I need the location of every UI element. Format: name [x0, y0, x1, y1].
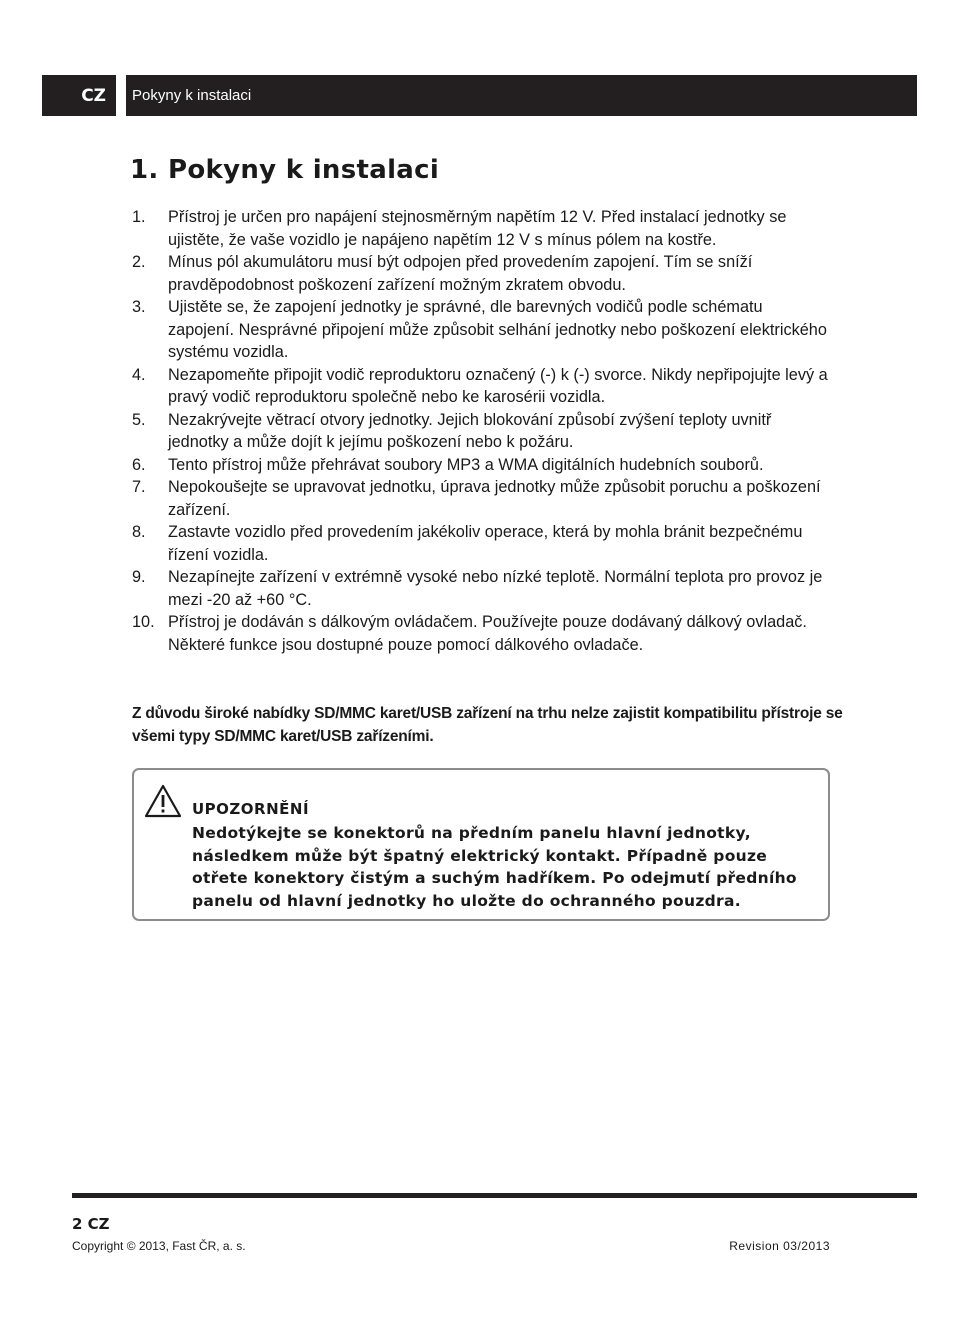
- list-item: [132, 454, 832, 477]
- installation-steps-list: [132, 206, 832, 656]
- step-number: 6.: [132, 455, 146, 474]
- list-item: [132, 611, 832, 656]
- list-item: [132, 409, 832, 454]
- step-text: Nezapomeňte připojit vodič reproduktoru označený (-) k (-) svorce. Nikdy nepřipojujte levý a pravý vodič reproduktoru společně nebo ke karosérii vozidla.: [168, 365, 828, 406]
- step-number: 2.: [132, 253, 146, 271]
- step-text: Zastavte vozidlo před provedením jakékoliv operace, která by mohla bránit bezpečnému řízení vozidla.: [168, 523, 803, 564]
- step-number: 8.: [132, 523, 146, 541]
- step-number: 3.: [132, 298, 146, 316]
- step-text: Přístroj je určen pro napájení stejnosměrným napětím 12 V. Před instalací jednotky se ujistěte, že vaše vozidlo je napájeno napětím 12 V s mínus pólem na kostře.: [168, 208, 787, 249]
- step-text: Mínus pól akumulátoru musí být odpojen před provedením zapojení. Tím se sníží pravděpodobnost poškození zařízení možným zkratem obvodu.: [168, 253, 753, 294]
- step-number: 1.: [132, 208, 146, 226]
- step-number: 10.: [132, 613, 155, 631]
- list-item: [132, 566, 832, 611]
- revision-text: Revision 03/2013: [729, 1239, 830, 1253]
- page-title-text: Pokyny k instalaci: [168, 155, 440, 185]
- step-text: Přístroj je dodáván s dálkovým ovládačem. Používejte pouze dodávaný dálkový ovladač. Některé funkce jsou dostupné pouze pomocí dálkového ovladače.: [168, 613, 807, 654]
- list-item: [132, 476, 832, 521]
- list-item: [132, 521, 832, 566]
- step-number: 5.: [132, 410, 146, 429]
- header-language-code: CZ: [42, 75, 116, 116]
- page-number: 2 CZ: [72, 1215, 110, 1233]
- step-number: 4.: [132, 365, 146, 384]
- warning-box: [132, 768, 830, 921]
- list-item: [132, 296, 832, 364]
- warning-title: UPOZORNĚNÍ: [192, 800, 310, 818]
- copyright-text: Copyright © 2013, Fast ČR, a. s.: [72, 1239, 246, 1253]
- header-section-title: Pokyny k instalaci: [126, 75, 917, 116]
- step-number: 9.: [132, 568, 146, 586]
- step-text: Nezapínejte zařízení v extrémně vysoké nebo nízké teplotě. Normální teplota pro provoz je mezi -20 až +60 °C.: [168, 568, 823, 609]
- step-number: 7.: [132, 478, 146, 496]
- step-text: Ujistěte se, že zapojení jednotky je správné, dle barevných vodičů podle schématu zapojení. Nesprávné připojení může způsobit selhání jednotky nebo poškození elektrického systému vozidla.: [168, 298, 827, 361]
- compatibility-notice: Z důvodu široké nabídky SD/MMC karet/USB zařízení na trhu nelze zajistit kompatibilitu přístroje se všemi typy SD/MMC karet/USB zařízeními.: [132, 705, 843, 745]
- warning-text: Nedotýkejte se konektorů na předním panelu hlavní jednotky, následkem může být špatný elektrický kontakt. Případně pouze otřete konektory čistým a suchým hadříkem. Po odejmutí předního panelu od hlavní jednotky ho uložte do ochranného pouzdra.: [192, 824, 797, 910]
- step-text: Tento přístroj může přehrávat soubory MP3 a WMA digitálních hudebních souborů.: [168, 455, 764, 474]
- list-item: [132, 251, 832, 296]
- list-item: [132, 206, 832, 251]
- warning-triangle-icon: [144, 784, 182, 818]
- footer-divider: [72, 1193, 917, 1198]
- step-text: Nezakrývejte větrací otvory jednotky. Jejich blokování způsobí zvýšení teploty uvnitř jednotky a může dojít k jejímu poškození nebo k požáru.: [168, 410, 772, 451]
- step-text: Nepokoušejte se upravovat jednotku, úprava jednotky může způsobit poruchu a poškození zařízení.: [168, 478, 821, 519]
- list-item: [132, 364, 832, 409]
- page-title: [130, 155, 439, 185]
- page-title-number: 1.: [130, 155, 159, 185]
